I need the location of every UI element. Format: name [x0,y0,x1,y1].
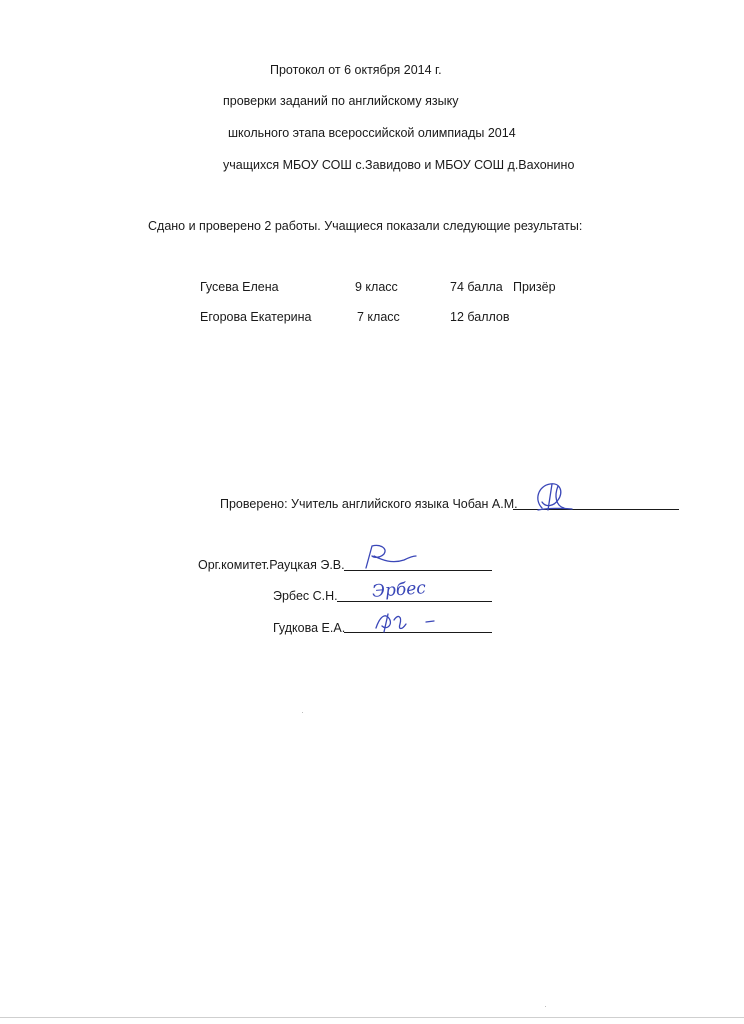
protocol-subtitle-3: учащихся МБОУ СОШ с.Завидово и МБОУ СОШ д.Вахонино [223,158,575,172]
student-status: Призёр [513,280,556,294]
committee-member-rautskaya: Орг.комитет.Рауцкая Э.В. [198,558,345,572]
signature-line [337,601,492,602]
student-grade: 7 класс [357,310,400,324]
protocol-subtitle-2: школьного этапа всероссийской олимпиады 2014 [228,126,516,140]
committee-signature-rautskaya [360,542,420,574]
summary-text: Сдано и проверено 2 работы. Учащиеся показали следующие результаты: [148,219,583,233]
scan-speck [545,1006,546,1007]
student-score: 74 балла [450,280,503,294]
student-name: Егорова Екатерина [200,310,312,324]
teacher-signature [528,478,578,518]
protocol-subtitle-1: проверки заданий по английскому языку [223,94,459,108]
committee-signature-gudkova [372,606,442,636]
student-name: Гусева Елена [200,280,279,294]
committee-member-erbes: Эрбес С.Н. [273,589,338,603]
protocol-title: Протокол от 6 октября 2014 г. [270,63,442,77]
committee-member-gudkova: Гудкова Е.А. [273,621,346,635]
student-grade: 9 класс [355,280,398,294]
student-score: 12 баллов [450,310,510,324]
scan-speck [302,712,303,713]
committee-signature-erbes: Эрбес [371,578,427,602]
scan-edge [0,1017,744,1018]
checked-by-label: Проверено: Учитель английского языка Чобан А.М. [220,497,518,511]
